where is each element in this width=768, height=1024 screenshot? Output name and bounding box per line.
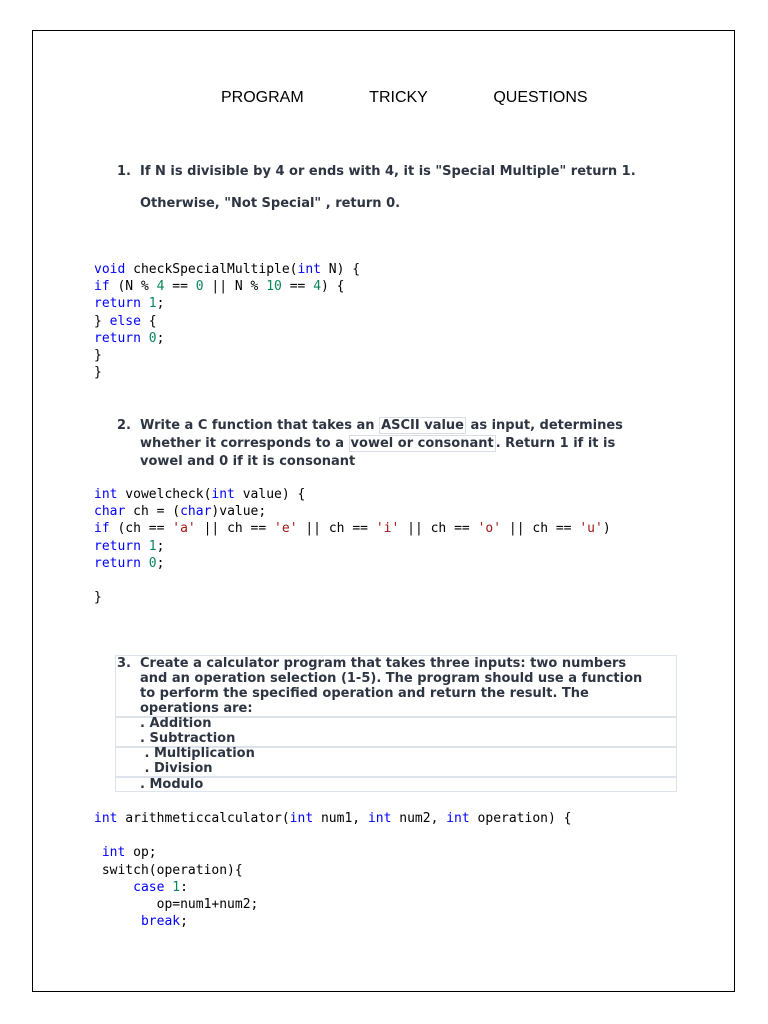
code-block-2: int vowelcheck(int value) { char ch = (char)value; if (ch == 'a' || ch == 'e' || ch == 'i' || ch == 'o' || ch == 'u') return 1; return 0; } (94, 487, 611, 606)
question-1 (33, 164, 733, 214)
code-block-1: void checkSpecialMultiple(int N) { if (N % 4 == 0 || N % 10 == 4) { return 1; } else { return 0; } } (94, 262, 361, 381)
code-block-3: int arithmeticcalculator(int num1, int num2, int operation) { int op; switch(operation){ case 1: op=num1+num2; break; (94, 811, 572, 930)
question-2 (33, 418, 733, 472)
question-3-line-3: to perform the specified operation and return the result. The (140, 686, 589, 701)
op-addition: . Addition (140, 716, 212, 731)
question-3-number: 3. (117, 656, 131, 671)
page-title: PROGRAM TRICKY QUESTIONS (221, 89, 588, 106)
question-1-line-2: Otherwise, "Not Special" , return 0. (140, 196, 401, 211)
question-3 (33, 656, 733, 796)
op-multiplication: . Multiplication (140, 746, 255, 761)
op-modulo: . Modulo (140, 777, 204, 792)
document-page (32, 30, 735, 992)
question-2-line-1: Write a C function that takes an ASCII value as input, determines (140, 418, 623, 433)
question-2-number: 2. (117, 418, 131, 433)
op-division: . Division (140, 761, 213, 776)
ascii-value-highlight: ASCII value (381, 418, 465, 433)
op-subtraction: . Subtraction (140, 731, 236, 746)
question-2-line-3: vowel and 0 if it is consonant (140, 454, 356, 469)
question-1-number: 1. (117, 164, 131, 179)
vowel-consonant-highlight: vowel or consonant (350, 436, 494, 451)
question-3-line-4: operations are: (140, 701, 253, 716)
question-2-line-2: whether it corresponds to a vowel or consonant . Return 1 if it is (140, 436, 616, 451)
question-3-line-1: Create a calculator program that takes three inputs: two numbers (140, 656, 627, 671)
question-3-line-2: and an operation selection (1-5). The program should use a function (140, 671, 643, 686)
question-1-line-1: If N is divisible by 4 or ends with 4, it is "Special Multiple" return 1. (140, 164, 636, 179)
